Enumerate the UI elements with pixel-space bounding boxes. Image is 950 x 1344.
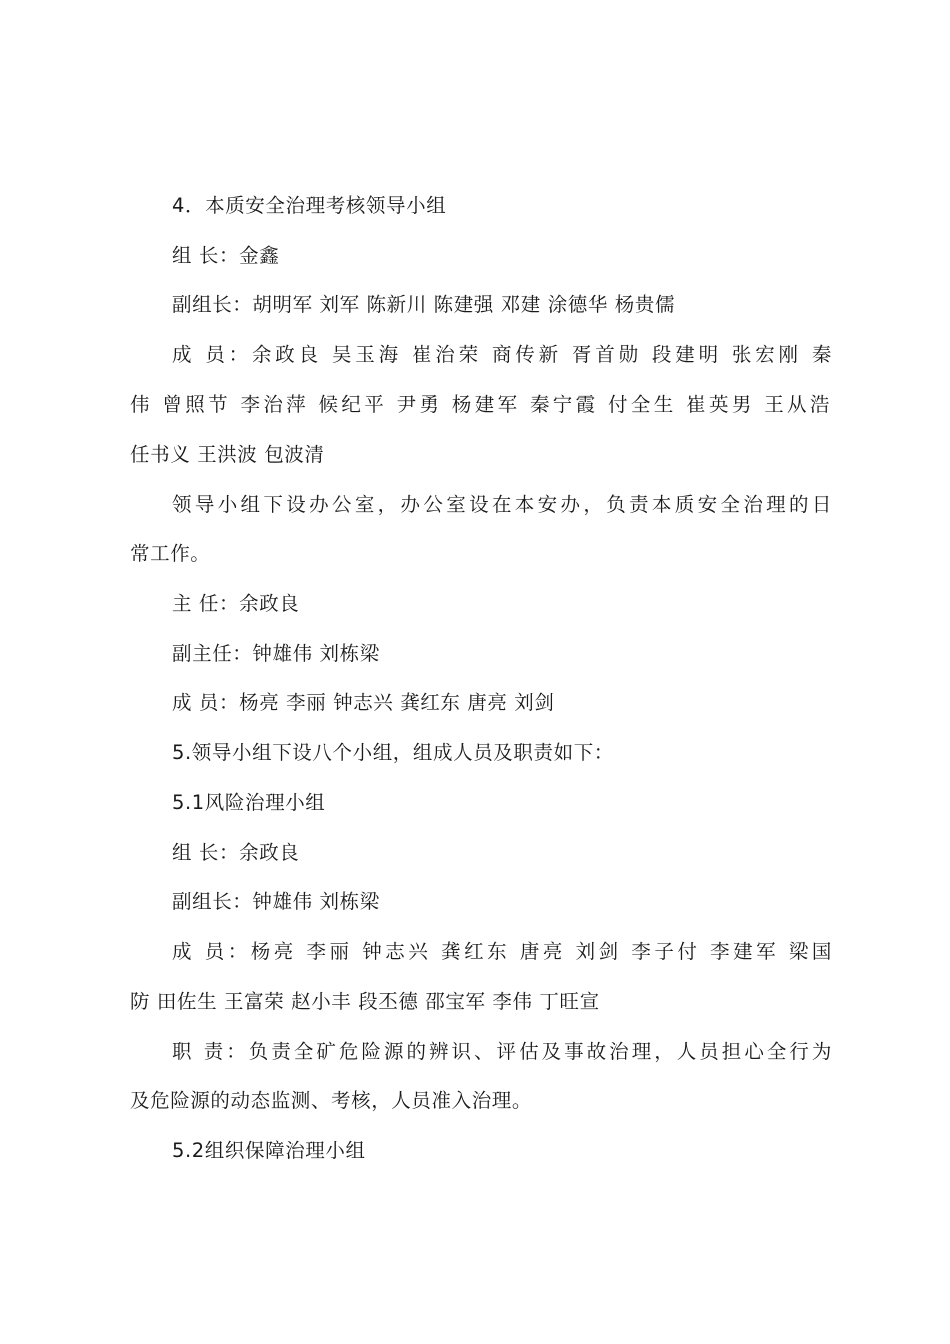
section-4-heading: 4．本质安全治理考核领导小组 xyxy=(172,194,447,217)
section-5-1-heading: 5.1风险治理小组 xyxy=(172,791,326,814)
duties-line-1: 职 责：负责全矿危险源的辨识、评估及事故治理，人员担心全行为 xyxy=(172,1040,832,1063)
leader-line: 组 长：金鑫 xyxy=(172,244,280,267)
duties-line-2: 及危险源的动态监测、考核，人员准入治理。 xyxy=(130,1089,533,1112)
members-line-1: 成 员：余政良 吴玉海 崔治荣 商传新 胥首勋 段建明 张宏刚 秦 xyxy=(172,343,832,366)
group-deputy-leader-line: 副组长：钟雄伟 刘栋梁 xyxy=(172,890,380,913)
office-paragraph-line-1: 领导小组下设办公室，办公室设在本安办，负责本质安全治理的日 xyxy=(172,493,832,516)
members-line-2: 伟 曾照节 李治萍 候纪平 尹勇 杨建军 秦宁霞 付全生 崔英男 王从浩 xyxy=(130,393,830,416)
deputy-director-line: 副主任：钟雄伟 刘栋梁 xyxy=(172,642,380,665)
office-paragraph-line-2: 常工作。 xyxy=(130,542,211,565)
section-5-2-heading: 5.2组织保障治理小组 xyxy=(172,1139,366,1162)
director-line: 主 任：余政良 xyxy=(172,592,300,615)
office-members-line: 成 员：杨亮 李丽 钟志兴 龚红东 唐亮 刘剑 xyxy=(172,691,555,714)
deputy-leader-line: 副组长：胡明军 刘军 陈新川 陈建强 邓建 涂德华 杨贵儒 xyxy=(172,293,676,316)
section-5-heading: 5.领导小组下设八个小组，组成人员及职责如下： xyxy=(172,741,614,764)
group-members-line-1: 成 员：杨亮 李丽 钟志兴 龚红东 唐亮 刘剑 李子付 李建军 梁国 xyxy=(172,940,832,963)
group-leader-line: 组 长：余政良 xyxy=(172,841,300,864)
group-members-line-2: 防 田佐生 王富荣 赵小丰 段丕德 邵宝军 李伟 丁旺宣 xyxy=(130,990,600,1013)
members-line-3: 任书义 王洪波 包波清 xyxy=(130,443,325,466)
